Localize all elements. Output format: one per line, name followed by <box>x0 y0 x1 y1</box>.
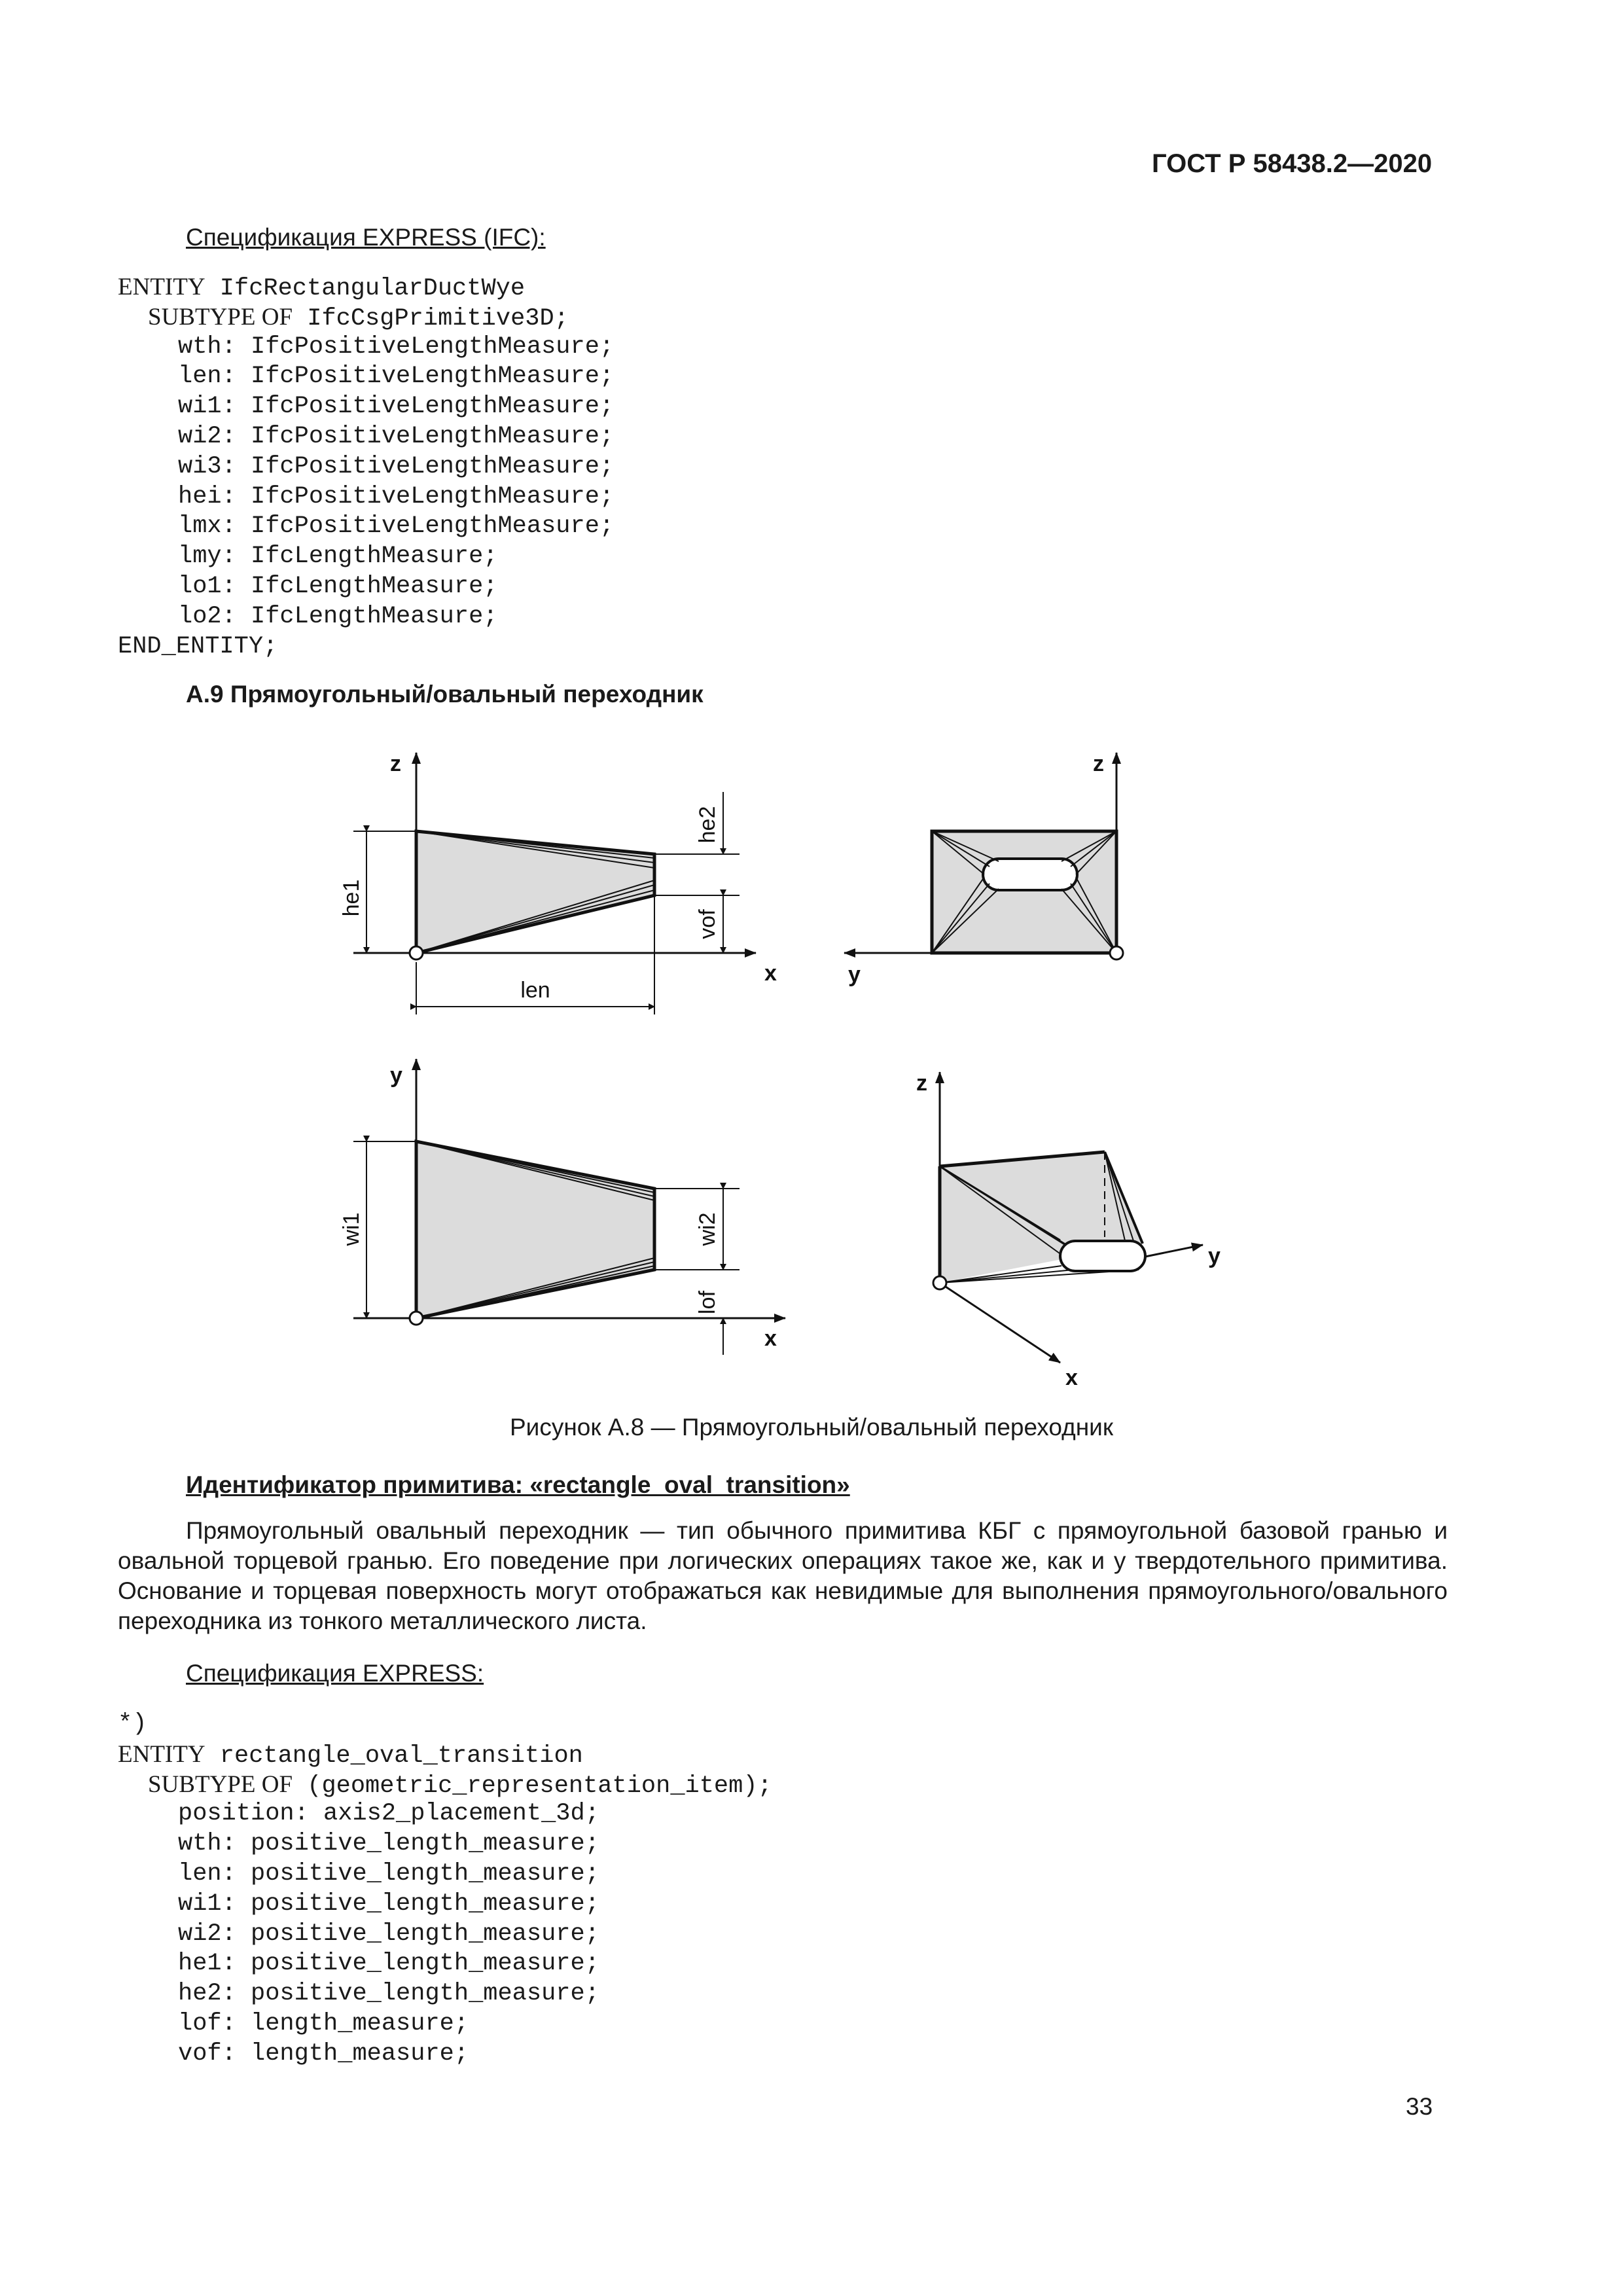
code-text: lmy: IfcLengthMeasure; <box>178 543 498 571</box>
figure-caption: Рисунок А.8 — Прямоугольный/овальный переходник <box>509 1414 1114 1441</box>
code-text: wi3: IfcPositiveLengthMeasure; <box>178 452 615 480</box>
code-text: *) <box>118 1710 147 1738</box>
isometric-view <box>916 1071 1221 1390</box>
code-text: lmx: IfcPositiveLengthMeasure; <box>178 512 615 541</box>
code-line <box>118 602 614 632</box>
dim-label-lof: lof <box>695 1291 720 1314</box>
code-text: rectangle_oval_transition <box>205 1742 583 1770</box>
code-line <box>118 2039 772 2070</box>
dim-label-he1: he1 <box>339 879 364 917</box>
figure-a8-drawing <box>0 733 1623 1427</box>
spec-express-code <box>118 1710 772 2070</box>
code-text: wth: positive_length_measure; <box>178 1830 599 1858</box>
front-axis-label-y: y <box>848 962 861 987</box>
code-line <box>118 1890 772 1920</box>
code-text: END_ENTITY; <box>118 632 278 660</box>
page-number: 33 <box>1406 2093 1433 2120</box>
section-title: А.9 Прямоугольный/овальный переходник <box>186 681 704 708</box>
top-axis-label-x: x <box>764 1326 777 1351</box>
spec-ifc-heading: Спецификация EXPRESS (IFC): <box>186 224 546 251</box>
code-line <box>118 1710 772 1740</box>
code-text: wi1: IfcPositiveLengthMeasure; <box>178 393 615 421</box>
code-text: len: positive_length_measure; <box>178 1859 599 1888</box>
dim-label-wi2: wi2 <box>695 1212 720 1246</box>
code-line <box>118 392 614 422</box>
code-line <box>118 512 614 542</box>
axis-label-x: x <box>764 961 777 986</box>
figure-a8 <box>0 733 1623 1427</box>
code-line <box>118 332 614 363</box>
code-line <box>118 272 614 302</box>
code-text: vof: length_measure; <box>178 2039 469 2068</box>
dim-label-he2: he2 <box>695 806 720 844</box>
top-axis-label-y: y <box>390 1063 402 1088</box>
code-line <box>118 1799 772 1829</box>
spec-ifc-code <box>118 272 614 662</box>
code-line <box>118 1949 772 1979</box>
code-keyword: ENTITY <box>118 1740 205 1768</box>
iso-axis-label-y: y <box>1208 1244 1221 1268</box>
iso-axis-label-x: x <box>1065 1365 1078 1390</box>
code-text: lo1: IfcLengthMeasure; <box>178 572 498 600</box>
code-line <box>118 1859 772 1890</box>
dim-label-vof: vof <box>695 909 720 939</box>
description-text: Прямоугольный овальный переходник — тип обычного примитива КБГ с прямоугольной базовой гранью и овальной торцевой гранью. Его поведение при логических операциях такое же, как и у твердотельного примитива. Основание и торцевая поверхность могут отображаться как невидимые для выполнения прямоугольного/овального переходника из тонкого металлического листа. <box>118 1517 1448 1634</box>
code-text: wi2: positive_length_measure; <box>178 1920 599 1948</box>
code-line <box>118 1829 772 1859</box>
code-text: len: IfcPositiveLengthMeasure; <box>178 363 615 391</box>
code-line <box>118 452 614 482</box>
axis-label-z: z <box>390 751 401 776</box>
description-paragraph <box>118 1516 1448 1636</box>
code-line <box>118 302 614 332</box>
code-line <box>118 362 614 392</box>
code-line <box>118 542 614 572</box>
code-text: position: axis2_placement_3d; <box>178 1800 599 1828</box>
code-line <box>118 2009 772 2039</box>
code-line <box>118 632 614 662</box>
top-view-xy <box>339 1059 785 1355</box>
code-text: IfcRectangularDuctWye <box>205 275 526 302</box>
code-line <box>118 1920 772 1950</box>
code-text: he2: positive_length_measure; <box>178 1980 599 2008</box>
primitive-identifier: Идентификатор примитива: «rectangle_oval_transition» <box>186 1471 850 1498</box>
code-line <box>118 1770 772 1800</box>
code-line <box>118 1740 772 1770</box>
code-keyword: SUBTYPE OF <box>148 303 293 331</box>
code-text: wi1: positive_length_measure; <box>178 1890 599 1918</box>
code-text: lof: length_measure; <box>178 2009 469 2037</box>
spec-express-heading: Спецификация EXPRESS: <box>186 1660 484 1687</box>
code-keyword: ENTITY <box>118 274 205 300</box>
side-view-xz <box>339 751 777 1014</box>
code-text: wth: IfcPositiveLengthMeasure; <box>178 332 615 361</box>
code-line <box>118 482 614 512</box>
document-number: ГОСТ Р 58438.2—2020 <box>1152 149 1433 178</box>
code-text: he1: positive_length_measure; <box>178 1950 599 1978</box>
code-text: IfcCsgPrimitive3D; <box>293 304 569 332</box>
code-text: hei: IfcPositiveLengthMeasure; <box>178 482 615 511</box>
dim-label-wi1: wi1 <box>339 1212 364 1246</box>
code-line <box>118 572 614 602</box>
code-text: lo2: IfcLengthMeasure; <box>178 602 498 630</box>
code-keyword: SUBTYPE OF <box>148 1770 293 1798</box>
code-line <box>118 422 614 452</box>
front-axis-label-z: z <box>1093 751 1104 776</box>
code-line <box>118 1979 772 2009</box>
iso-axis-label-z: z <box>916 1071 927 1096</box>
code-text: wi2: IfcPositiveLengthMeasure; <box>178 422 615 450</box>
front-view-yz <box>844 751 1123 987</box>
dim-label-len: len <box>520 978 550 1003</box>
code-text: (geometric_representation_item); <box>293 1772 772 1800</box>
